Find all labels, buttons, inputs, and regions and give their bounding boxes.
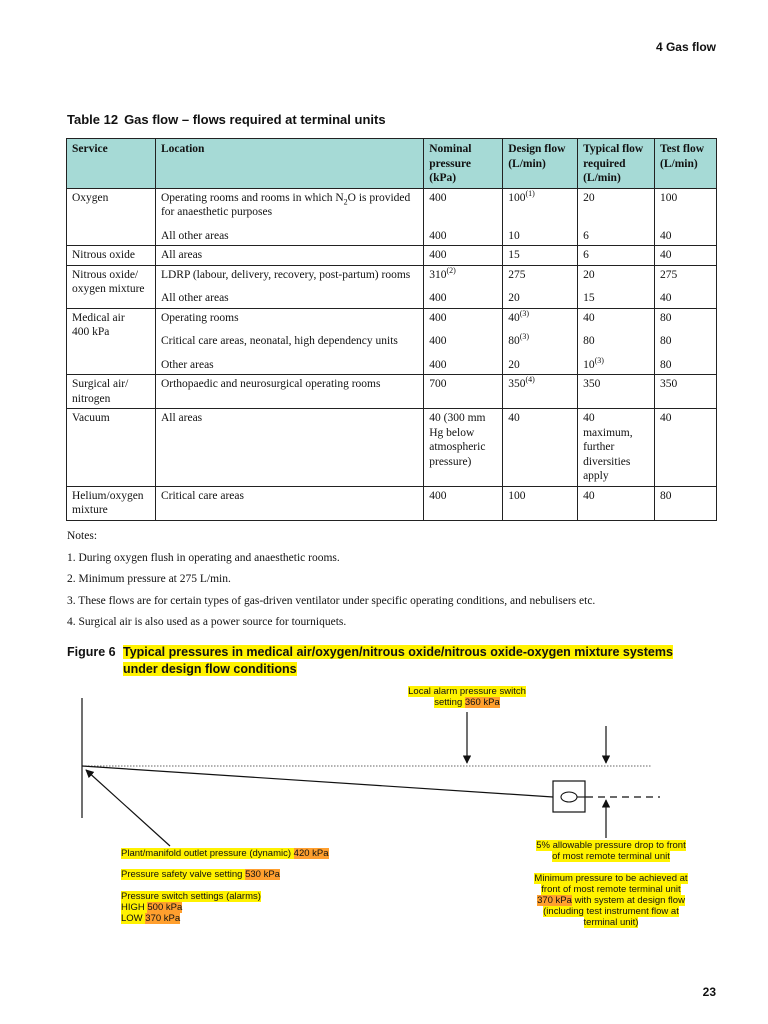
header-test-flow: Test flow (L/min) (655, 139, 717, 189)
pressure-cell: 400 (424, 486, 503, 520)
location-cell: Operating rooms (155, 308, 423, 327)
typical-flow-cell: 20 (578, 265, 655, 284)
design-flow-cell: 20 (503, 284, 578, 308)
test-flow-cell: 275 (655, 265, 717, 284)
pressure-cell: 400 (424, 222, 503, 246)
typical-flow-cell: 6 (578, 246, 655, 266)
typical-flow-cell: 10$^{(3)}$ (578, 351, 655, 375)
table-row (67, 409, 717, 487)
local-alarm-label: Local alarm pressure switch setting 360 kPa (408, 686, 526, 708)
design-flow-cell: 80$^{(3)}$ (503, 327, 578, 351)
terminal-unit-valve-icon (561, 792, 577, 802)
location-cell: All other areas (155, 284, 423, 308)
typical-flow-cell: 6 (578, 222, 655, 246)
table-number: Table 12 (67, 112, 119, 127)
service-cell: Oxygen (67, 188, 156, 246)
test-flow-cell: 40 (655, 409, 717, 487)
design-flow-cell: 15 (503, 246, 578, 266)
test-flow-cell: 350 (655, 375, 717, 409)
pressure-cell: 400 (424, 246, 503, 266)
pressure-cell: 400 (424, 351, 503, 375)
design-flow-cell: 20 (503, 351, 578, 375)
figure-number: Figure 6 (67, 645, 116, 659)
pressure-cell: 700 (424, 375, 503, 409)
pressure-drop-label: 5% allowable pressure drop to front of most remote terminal unit (536, 840, 686, 862)
design-flow-cell: 100$^{(1)}$ (503, 188, 578, 222)
design-flow-cell: 10 (503, 222, 578, 246)
header-typical-flow: Typical flow required (L/min) (578, 139, 655, 189)
pressure-gradient-line (82, 766, 553, 797)
typical-flow-cell: 40 maximum, further diversities apply (578, 409, 655, 487)
gas-flow-table (66, 138, 717, 521)
plant-outlet-arrow (86, 770, 170, 846)
test-flow-cell: 40 (655, 222, 717, 246)
test-flow-cell: 40 (655, 246, 717, 266)
typical-flow-cell: 40 (578, 486, 655, 520)
table-row (67, 188, 717, 222)
table-row (67, 284, 717, 308)
note-item: 2. Minimum pressure at 275 L/min. (67, 573, 231, 585)
location-cell: All areas (155, 409, 423, 487)
pressure-cell: 400 (424, 308, 503, 327)
service-cell: Medical air 400 kPa (67, 308, 156, 375)
table-notes (67, 530, 595, 638)
location-cell: Other areas (155, 351, 423, 375)
terminal-unit-box (553, 781, 585, 812)
pressure-cell: 40 (300 mm Hg below atmospheric pressure) (424, 409, 503, 487)
service-cell: Vacuum (67, 409, 156, 487)
table-row (67, 246, 717, 266)
location-cell: Orthopaedic and neurosurgical operating rooms (155, 375, 423, 409)
table-row (67, 375, 717, 409)
design-flow-cell: 350$^{(4)}$ (503, 375, 578, 409)
figure-title: Typical pressures in medical air/oxygen/nitrous oxide/nitrous oxide-oxygen mixture systems under design flow conditions (123, 645, 673, 676)
service-cell: Surgical air/ nitrogen (67, 375, 156, 409)
test-flow-cell: 100 (655, 188, 717, 222)
note-item: 1. During oxygen flush in operating and anaesthetic rooms. (67, 551, 340, 564)
pressure-cell: 310$^{(2)}$ (424, 265, 503, 284)
location-cell: Critical care areas, neonatal, high dependency units (155, 327, 423, 351)
typical-flow-cell: 80 (578, 327, 655, 351)
header-service: Service (67, 139, 156, 189)
design-flow-cell: 275 (503, 265, 578, 284)
page-number: 23 (702, 985, 716, 999)
design-flow-cell: 40 (503, 409, 578, 487)
typical-flow-cell: 40 (578, 308, 655, 327)
table-row (67, 222, 717, 246)
switch-settings-label: Pressure switch settings (alarms) HIGH 500 kPa LOW 370 kPa (121, 891, 261, 924)
test-flow-cell: 40 (655, 284, 717, 308)
location-cell: Critical care areas (155, 486, 423, 520)
pressure-cell: 400 (424, 327, 503, 351)
location-cell: All areas (155, 246, 423, 266)
test-flow-cell: 80 (655, 486, 717, 520)
location-cell: LDRP (labour, delivery, recovery, post-partum) rooms (155, 265, 423, 284)
table-title: Gas flow – flows required at terminal units (124, 112, 386, 127)
table-caption (67, 112, 386, 127)
table-row (67, 308, 717, 327)
pressure-cell: 400 (424, 284, 503, 308)
service-cell: Nitrous oxide (67, 246, 156, 266)
location-cell: All other areas (155, 222, 423, 246)
note-item: 4. Surgical air is also used as a power source for tourniquets. (67, 616, 347, 628)
test-flow-cell: 80 (655, 308, 717, 327)
safety-valve-label: Pressure safety valve setting 530 kPa (121, 869, 280, 880)
typical-flow-cell: 20 (578, 188, 655, 222)
service-cell: Nitrous oxide/ oxygen mixture (67, 265, 156, 308)
table-header-row (67, 139, 717, 189)
design-flow-cell: 100 (503, 486, 578, 520)
header-pressure: Nominal pressure (kPa) (424, 139, 503, 189)
pressure-cell: 400 (424, 188, 503, 222)
header-design-flow: Design flow (L/min) (503, 139, 578, 189)
test-flow-cell: 80 (655, 327, 717, 351)
location-cell: Operating rooms and rooms in which $N_2O$ is provided for anaesthetic purposes (155, 188, 423, 222)
note-item: 3. These flows are for certain types of gas-driven ventilator under specific operating conditions, and nebulisers etc. (67, 594, 596, 607)
notes-heading: Notes: (67, 530, 98, 542)
typical-flow-cell: 15 (578, 284, 655, 308)
table-row (67, 265, 717, 284)
table-row (67, 327, 717, 351)
design-flow-cell: 40$^{(3)}$ (503, 308, 578, 327)
header-location: Location (155, 139, 423, 189)
table-row (67, 351, 717, 375)
running-head: 4 Gas flow (655, 40, 716, 54)
minimum-pressure-label: Minimum pressure to be achieved at front of most remote terminal unit 370 kPa with system at design flow (including test instrument flow at terminal unit) (534, 873, 688, 928)
typical-flow-cell: 350 (578, 375, 655, 409)
table-row (67, 486, 717, 520)
plant-outlet-label: Plant/manifold outlet pressure (dynamic) 420 kPa (121, 848, 329, 859)
service-cell: Helium/oxygen mixture (67, 486, 156, 520)
test-flow-cell: 80 (655, 351, 717, 375)
